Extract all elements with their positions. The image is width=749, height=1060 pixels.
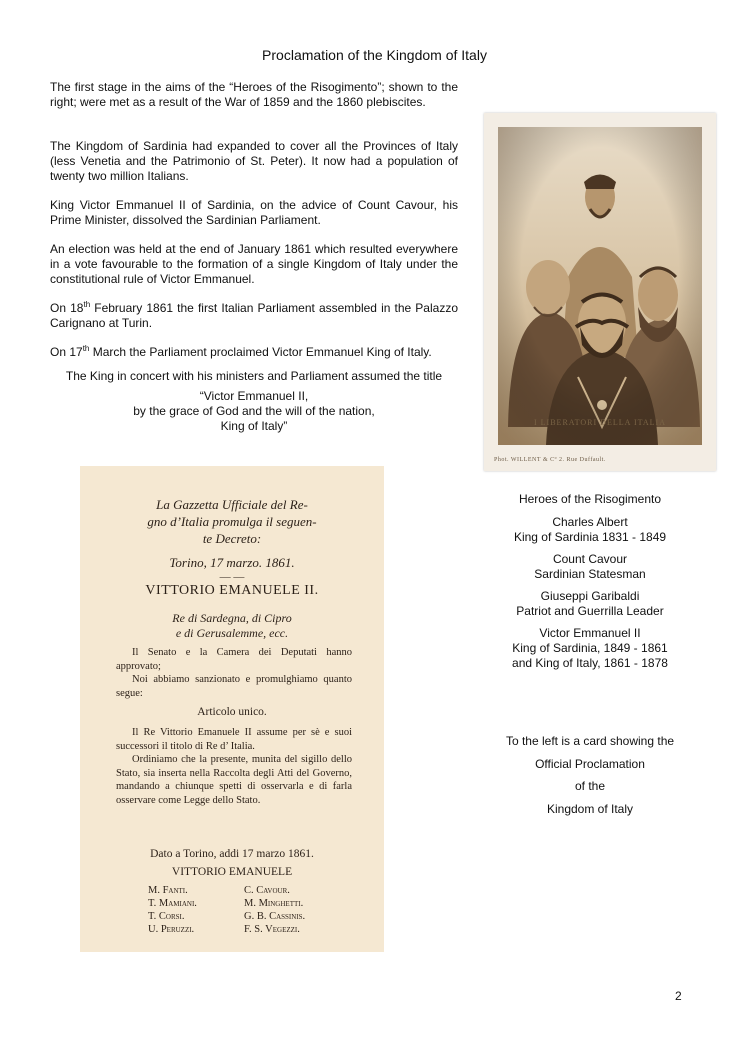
king-signature: VITTORIO EMANUELE [171,866,293,878]
king-name: VITTORIO EMANUELE II. [145,583,319,598]
heroes-photograph [484,113,716,471]
dated-line: Dato a Torino, addi 17 marzo 1861. [150,848,314,860]
ministers-signatures: M. Fanti. C. Cavour. T. Mamiani. M. Minghetti. T. Corsi. G. B. Cassinis. U. Peruzzi. F. S. Vegezzi. [148,885,306,935]
photographer-caption: Phot. WILLENT & Cº 2. Rue Duffault. [494,457,606,463]
paragraph-kingdom-sardinia: The Kingdom of Sardinia had expanded to cover all the Provinces of Italy (less Venetia and the Patrimonio of St. Peter). It now had a population of twenty two million Italians. [50,139,458,183]
page-title: Proclamation of the Kingdom of Italy [262,47,487,63]
article-heading: Articolo unico. [197,706,267,718]
portrait-image [498,127,702,445]
page-number: 2 [675,989,682,1003]
hero-entry-charles-albert: Charles Albert King of Sardinia 1831 - 1849 [513,515,667,544]
divider-dashes: — — [219,571,245,583]
preamble: Il Senato e la Camera dei Deputati hanno approvato; Noi abbiamo sanzionato e promulghiamo quanto segue: [116,647,352,699]
place-date: Torino, 17 marzo. 1861. [169,555,295,570]
royal-title-quote: “Victor Emmanuel II, by the grace of God and the will of the nation, King of Italy” [133,389,375,433]
photo-inner-caption: I LIBERATORI DELLA ITALIA [534,418,666,427]
hero-entry-garibaldi: Giuseppi Garibaldi Patriot and Guerrilla Leader [516,589,664,618]
decree-body: Il Re Vittorio Emanuele II assume per sè e suoi successori il titolo di Re d’ Italia. Ordiniamo che la presente, munita del sigillo dello Stato, sia inserta nella Raccolta degli Atti del Governo, mandando a chiunque spetti di osservarla e di farla osservare come Legge dello Stato. [116,727,352,806]
portrait-group-illustration [498,127,702,445]
paragraph-first-parliament: On 18th February 1861 the first Italian Parliament assembled in the Palazzo Carignano at Turin. [50,300,458,330]
hero-entry-cavour: Count Cavour Sardinian Statesman [534,552,646,581]
paragraph-proclaimed: On 17th March the Parliament proclaimed Victor Emmanuel King of Italy. [50,344,432,359]
hero-entry-victor-emmanuel: Victor Emmanuel II King of Sardinia, 1849 - 1861 and King of Italy, 1861 - 1878 [512,626,668,670]
heroes-heading: Heroes of the Risogimento [518,492,662,506]
proclamation-card-note: To the left is a card showing the Official Proclamation of the Kingdom of Italy [505,734,675,816]
gazzetta-intro: La Gazzetta Ufficiale del Re- gno d’Italia promulga il seguen- te Decreto: [147,497,317,546]
paragraph-title-assumed: The King in concert with his ministers and Parliament assumed the title [65,369,443,383]
paragraph-election: An election was held at the end of January 1861 which resulted everywhere in a vote favourable to the formation of a single Kingdom of Italy under the constitutional rule of Victor Emmanuel. [50,242,458,286]
proclamation-card [80,466,384,952]
king-titles: Re di Sardegna, di Cipro e di Gerusalemme, ecc. [172,611,292,640]
paragraph-parliament-dissolved: King Victor Emmanuel II of Sardinia, on the advice of Count Cavour, his Prime Minister, dissolved the Sardinian Parliament. [50,198,458,227]
paragraph-aims: The first stage in the aims of the “Heroes of the Risogimento”; shown to the right; were met as a result of the War of 1859 and the 1860 plebiscites. [50,80,458,109]
